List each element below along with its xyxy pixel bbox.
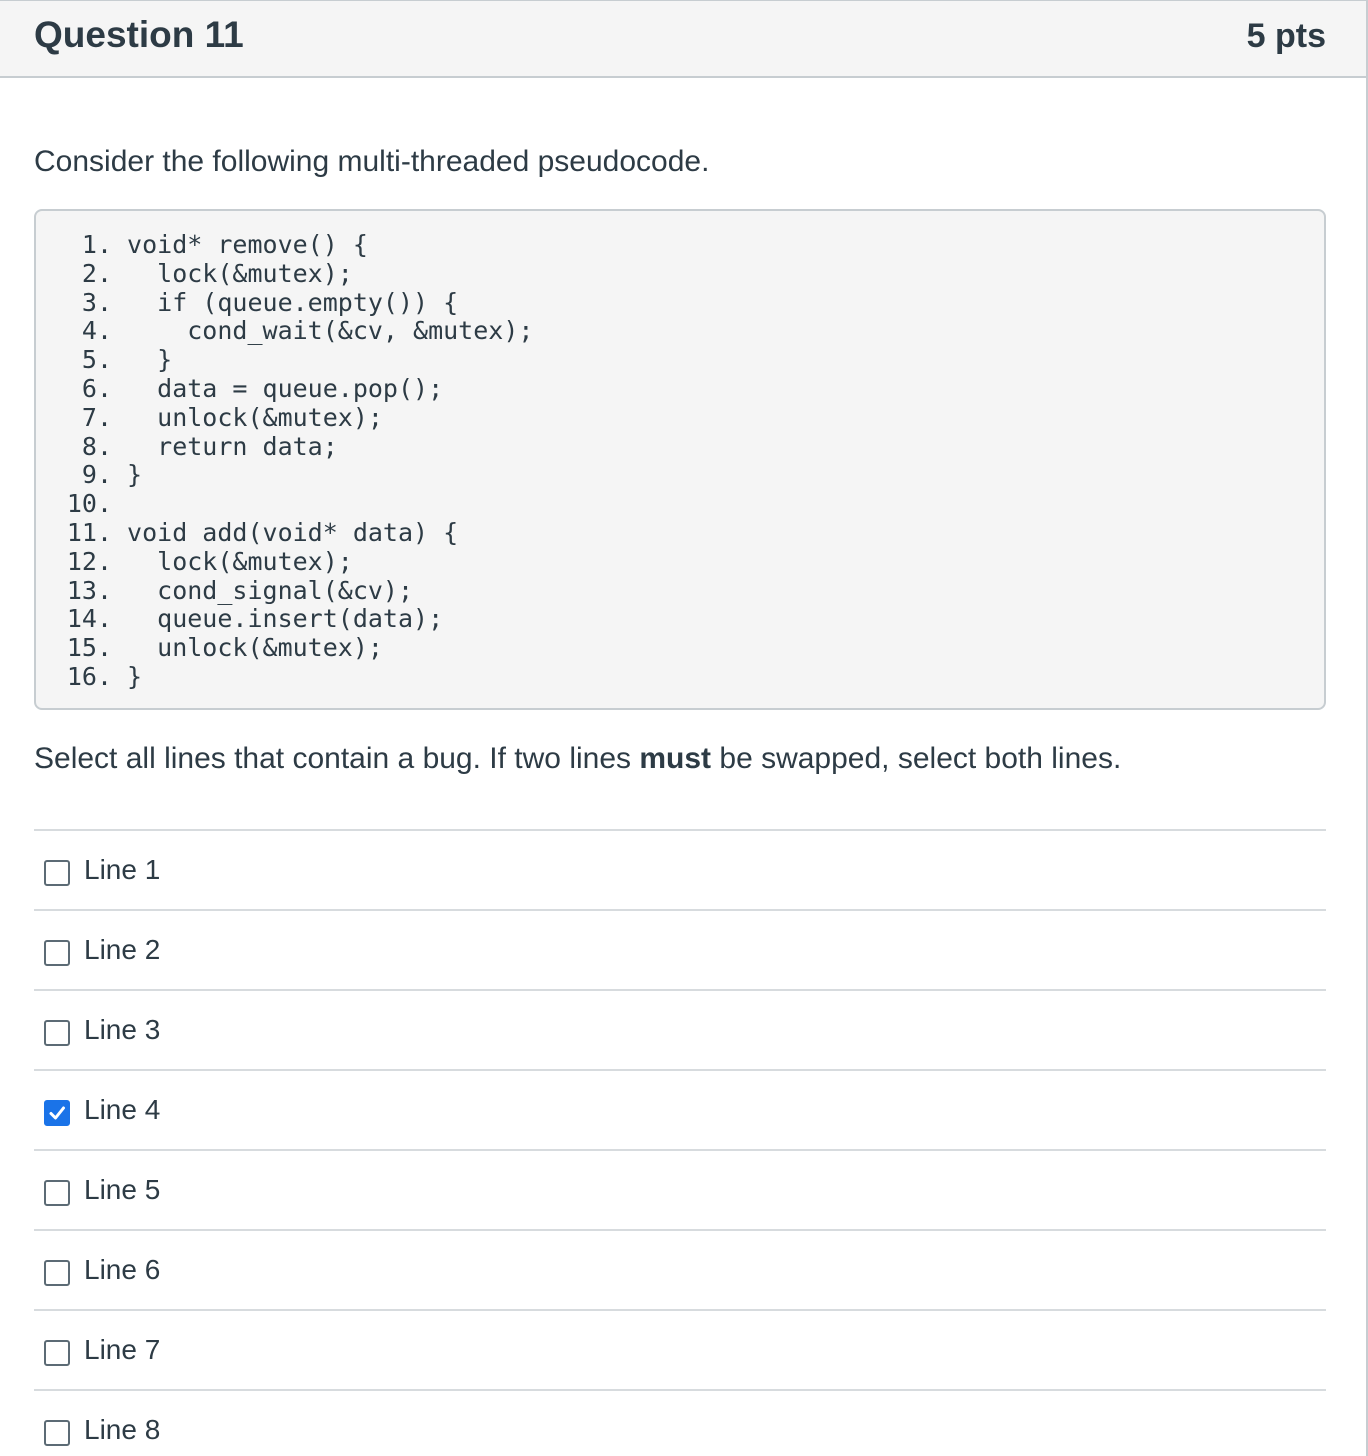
code-line-text: unlock(&mutex);	[112, 402, 383, 432]
checkbox[interactable]	[44, 1180, 70, 1206]
code-line-text: queue.insert(data);	[112, 604, 444, 634]
question-header	[0, 0, 1366, 78]
code-line-number: 15.	[66, 633, 112, 663]
checkbox-checked[interactable]	[44, 1100, 70, 1126]
code-line-number: 7.	[81, 402, 112, 432]
code-line-number: 10.	[66, 489, 112, 519]
code-line-number: 14.	[66, 604, 112, 634]
answer-option[interactable]	[34, 1149, 1326, 1229]
checkmark-icon	[48, 1104, 66, 1122]
code-line	[36, 633, 383, 662]
code-line-number: 6.	[81, 374, 112, 403]
code-line-number: 13.	[66, 575, 112, 605]
code-line-text: unlock(&mutex);	[112, 633, 383, 663]
code-line-text: void* remove() {	[112, 230, 368, 259]
code-line-number: 3.	[81, 287, 112, 317]
code-line	[36, 576, 413, 605]
answer-list	[34, 829, 1326, 1456]
checkbox[interactable]	[44, 1340, 70, 1366]
answer-option[interactable]	[34, 909, 1326, 989]
code-line	[36, 489, 112, 518]
code-line-text: if (queue.empty()) {	[112, 287, 459, 317]
question-title: Question 11	[34, 14, 244, 55]
code-line-number: 12.	[66, 546, 112, 576]
code-line	[36, 432, 338, 461]
code-block	[34, 209, 1326, 710]
code-line-text: lock(&mutex);	[112, 258, 353, 288]
answer-option[interactable]	[34, 1069, 1326, 1149]
answer-label[interactable]: Line 3	[84, 1014, 161, 1045]
checkbox[interactable]	[44, 1420, 70, 1446]
code-line-text: lock(&mutex);	[112, 546, 353, 576]
code-line	[36, 604, 443, 633]
answer-option[interactable]	[34, 1389, 1326, 1456]
instructions-bold-word: must	[639, 742, 712, 775]
code-line	[36, 662, 142, 691]
checkbox[interactable]	[44, 1020, 70, 1046]
code-line-text: }	[112, 345, 173, 375]
code-line-text: cond_wait(&cv, &mutex);	[112, 316, 534, 346]
code-line-text: data = queue.pop();	[112, 374, 444, 403]
code-line-number: 2.	[81, 258, 112, 288]
code-line-text: }	[112, 460, 143, 490]
answer-label[interactable]: Line 7	[84, 1334, 161, 1365]
code-line-number: 5.	[81, 345, 112, 375]
code-line-number: 9.	[81, 460, 112, 490]
code-line-text: void add(void* data) {	[112, 518, 459, 547]
answer-label[interactable]: Line 2	[84, 934, 161, 965]
checkbox[interactable]	[44, 860, 70, 886]
code-line	[36, 374, 443, 403]
question-points: 5 pts	[1246, 17, 1326, 55]
answer-option[interactable]	[34, 1309, 1326, 1389]
code-line	[36, 230, 368, 259]
question-instructions	[34, 739, 1121, 779]
answer-label[interactable]: Line 8	[84, 1414, 161, 1445]
code-line-text: }	[112, 662, 143, 691]
answer-option[interactable]	[34, 1229, 1326, 1309]
checkbox[interactable]	[44, 940, 70, 966]
code-line	[36, 259, 353, 288]
code-line	[36, 403, 383, 432]
code-line-number: 11.	[66, 518, 112, 547]
code-line	[36, 460, 142, 489]
answer-label[interactable]: Line 1	[84, 854, 161, 885]
instructions-text-before: Select all lines that contain a bug. If two lines	[34, 742, 640, 775]
code-line	[36, 345, 172, 374]
code-line-text: cond_signal(&cv);	[112, 575, 414, 605]
code-line	[36, 316, 533, 345]
code-line	[36, 547, 353, 576]
code-line-number: 16.	[66, 662, 112, 691]
code-line-number: 4.	[81, 316, 112, 346]
code-line	[36, 518, 458, 547]
checkbox[interactable]	[44, 1260, 70, 1286]
answer-label[interactable]: Line 6	[84, 1254, 161, 1285]
code-line-number: 1.	[81, 230, 112, 259]
answer-option[interactable]	[34, 829, 1326, 909]
code-line-number: 8.	[81, 431, 112, 461]
question-intro: Consider the following multi-threaded pseudocode.	[34, 145, 710, 178]
code-line-text: return data;	[112, 431, 338, 461]
answer-label[interactable]: Line 4	[84, 1094, 161, 1125]
answer-option[interactable]	[34, 989, 1326, 1069]
answer-label[interactable]: Line 5	[84, 1174, 161, 1205]
instructions-text-after: be swapped, select both lines.	[711, 742, 1122, 775]
code-line	[36, 288, 458, 317]
